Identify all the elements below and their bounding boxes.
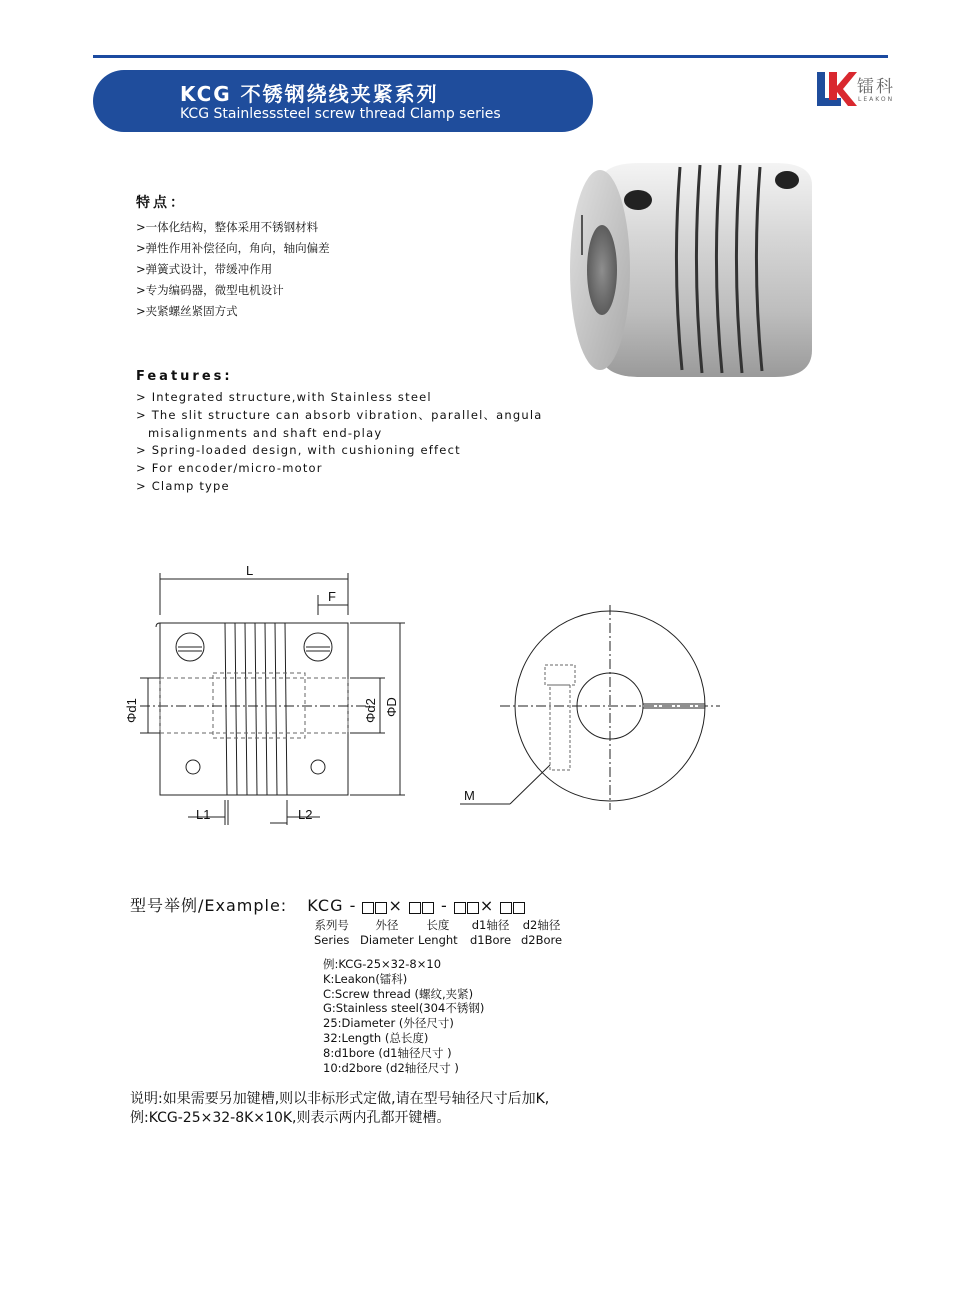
- dim-label-d2: Φd2: [363, 698, 378, 723]
- example-prefix: 型号举例/Example:: [130, 896, 288, 915]
- list-item: 25:Diameter (外径尺寸): [323, 1016, 454, 1031]
- placeholder-boxes: [454, 897, 480, 916]
- dim-label-L1: L1: [196, 807, 211, 822]
- logo-text-cn: 镭科: [857, 77, 895, 97]
- sep-x: ×: [479, 896, 495, 915]
- page-title: KCG 不锈钢绕线夹紧系列: [180, 82, 439, 106]
- list-item: >一体化结构，整体采用不锈钢材料: [136, 220, 319, 234]
- list-item: > Spring-loaded design, with cushioning effect: [136, 443, 461, 458]
- legend-d2bore: d2轴径 d2Bore: [521, 918, 563, 947]
- legend-d1bore: d1轴径 d1Bore: [470, 918, 512, 947]
- list-item: >弹性作用补偿径向，角向，轴向偏差: [136, 241, 330, 255]
- placeholder-boxes: [500, 897, 526, 916]
- features-cn-heading: 特点：: [136, 195, 187, 211]
- list-item: > The slit structure can absorb vibration、parallel、angula: [136, 407, 543, 422]
- dim-label-D: ΦD: [384, 697, 399, 717]
- dim-label-M: M: [464, 788, 475, 803]
- sep-x: ×: [388, 896, 403, 915]
- legend-length: 长度 Lenght: [418, 918, 458, 947]
- header-rule: [93, 55, 888, 58]
- example-code: KCG -: [307, 896, 357, 915]
- features-cn-list: [136, 217, 330, 322]
- dim-label-L2: L2: [298, 807, 313, 822]
- logo-text-en: LEAKON: [858, 96, 895, 103]
- remark-line: 说明:如果需要另加键槽,则以非标形式定做,请在型号轴径尺寸后加K,: [130, 1091, 550, 1107]
- remark-line: 例:KCG-25×32-8K×10K,则表示两内孔都开键槽。: [130, 1110, 451, 1126]
- placeholder-boxes: [409, 897, 435, 916]
- list-item: >弹簧式设计，带缓冲作用: [136, 262, 273, 276]
- dim-label-F: F: [328, 589, 336, 604]
- list-item: K:Leakon(镭科): [323, 971, 408, 986]
- features-en-list: [136, 389, 543, 496]
- legend-series: 系列号 Series: [314, 918, 350, 947]
- list-item: >夹紧螺丝紧固方式: [136, 304, 238, 318]
- list-item: 10:d2bore (d2轴径尺寸 ): [323, 1060, 459, 1075]
- example-notes: [323, 957, 484, 1075]
- list-item: >专为编码器，微型电机设计: [136, 283, 284, 297]
- dim-label-L: L: [246, 563, 254, 578]
- list-item: > For encoder/micro-motor: [136, 461, 323, 476]
- remark: [130, 1090, 549, 1128]
- list-item: 8:d1bore (d1轴径尺寸 ): [323, 1045, 452, 1060]
- list-item: > Integrated structure,with Stainless steel: [136, 390, 432, 404]
- coupling-photo: [560, 155, 825, 385]
- page-subtitle: KCG Stainlesssteel screw thread Clamp series: [180, 106, 501, 122]
- dim-label-d1: Φd1: [124, 698, 139, 723]
- list-item: misalignments and shaft end-play: [148, 425, 383, 440]
- legend-diameter: 外径 Diameter: [360, 918, 414, 947]
- list-item: G:Stainless steel(304不锈钢): [323, 1001, 485, 1016]
- list-item: 32:Length (总长度): [323, 1030, 429, 1045]
- dimension-drawing: [100, 555, 740, 835]
- list-item: C:Screw thread (螺纹,夹紧): [323, 986, 474, 1001]
- example-line: [130, 893, 526, 916]
- features-en-heading: Features:: [136, 369, 233, 384]
- placeholder-boxes: [362, 897, 388, 916]
- list-item: 例:KCG-25×32-8×10: [323, 957, 442, 971]
- sep-dash: -: [441, 896, 448, 915]
- list-item: > Clamp type: [136, 478, 230, 493]
